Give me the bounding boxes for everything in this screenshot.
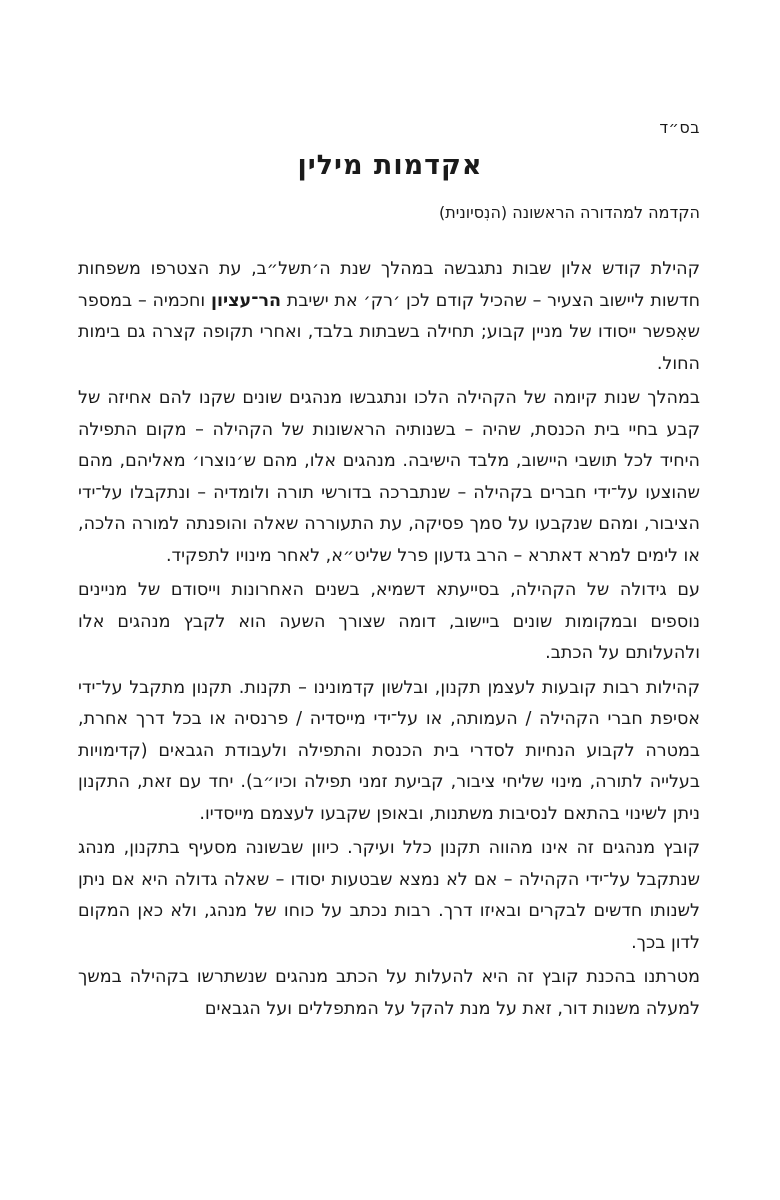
body-text (78, 254, 700, 1028)
page-title: אקדמות מילין (297, 150, 483, 181)
paragraph-3: עם גידולה של הקהילה, בסייעתא דשמיא, בשנים האחרונות וייסודם של מניינים נוספים ובמקומות שונים ביישוב, דומה שצורך השעה הוא לקבץ מנהגים אלו ולהעלותם על הכתב. (78, 580, 700, 663)
paragraph-1-start: קהילת קודש אלון שבות נתגבשה במהלך שנת ה׳תשל״ב, עת הצטרפו משפחות חדשות ליישוב הצעיר – שהכיל קודם לכן ׳רק׳ את ישיבת (78, 259, 701, 311)
page-subtitle: הקדמה למהדורה הראשונה (הנִסיונית) (438, 203, 700, 222)
yeshiva-name: הר־עציון (210, 290, 282, 311)
paragraph-6: מטרתנו בהכנת קובץ זה היא להעלות על הכתב מנהגים שנשתרשו בקהילה במשך למעלה משנות דור, זאת על מנת להקל על המתפללים ועל הגבאים (78, 967, 700, 1019)
paragraph-1-end: וחכמיה – במספר שאִפשר ייסודו של מניין קבוע; תחילה בשבתות בלבד, ואחרי תקופה קצרה גם בימות החול. (78, 290, 700, 374)
paragraph-5: קובץ מנהגים זה אינו מהווה תקנון כלל ועיקר. כיוון שבשונה מסעיף בתקנון, מנהג שנתקבל על־ידי הקהילה – אם לא נמצא שבטעות יסודו – שאלה גדולה היא אם ניתן לשנותו חדשים לבקרים ובאיזו דרך. רבות נכתב על כוחו של מנהג, ולא כאן המקום לדון בכך. (78, 838, 700, 953)
paragraph-2: במהלך שנות קיומה של הקהילה הלכו ונתגבשו מנהגים שונים שקנו להם אחיזה של קבע בחיי בית הכנסת, שהיה – בשנותיה הראשונות של הקהילה – מקום התפילה היחיד לכל תושבי היישוב, מלבד הישיבה. מנהגים אלו, מהם ש׳נוצרו׳ מאליהם, מהם שהוצעו על־ידי חברים בקהילה – שנתברכה בדורשי תורה ולומדיה – ונתקבלו על־ידי הציבור, ומהם שנקבעו על סמך פסיקה, עת התעוררה שאלה והופנתה למורה הלכה, או לימים למרא דאתרא – הרב גדעון פרל שליט״א, לאחר מינויו לתפקיד. (78, 388, 700, 566)
paragraph-4: קהילות רבות קובעות לעצמן תקנון, ובלשון קדמונינו – תקנות. תקנון מתקבל על־ידי אסיפת חברי הקהילה / העמותה, או על־ידי מייסדיה / פרנסיה או בכל דרך אחרת, במטרה לקבוע הנחיות לסדרי בית הכנסת והתפילה ולעבודת הגבאים (קדימויות בעלייה לתורה, מינוי שליחי ציבור, קביעת זמני תפילה וכיו״ב). יחד עם זאת, התקנון ניתן לשינוי בהתאם לנסיבות משתנות, ובאופן שקבעו לעצמם מייסדיו. (78, 677, 700, 824)
bsd-marking: בס״ד (659, 118, 700, 137)
paragraph-1 (78, 254, 700, 380)
